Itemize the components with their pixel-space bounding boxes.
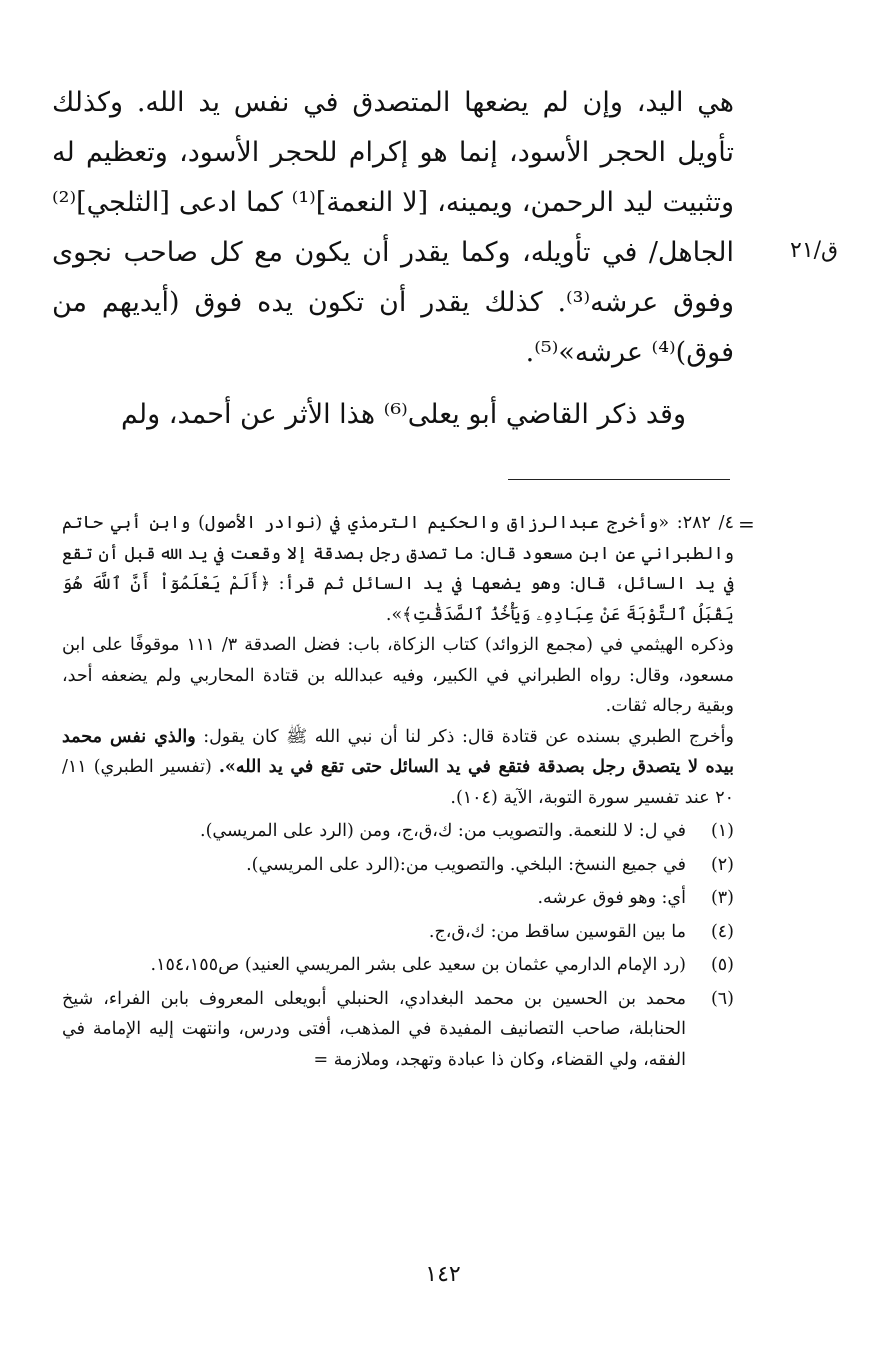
footnote-text: في ل: لا للنعمة. والتصويب من: ك،ق،ج، ومن (الرد على المريسي). [200, 821, 686, 841]
footnote-item [62, 984, 734, 1076]
footnote-text: محمد بن الحسين بن محمد البغدادي، الحنبلي أبويعلى المعروف بابن الفراء، شيخ الحنابلة، صاحب التصانيف المفيدة في المذهب، أفتى ودرس، وانتهت إليه الإمامة في الفقه، ولي القضاء، وكان ذا عبادة وتهجد، وملازمة = [62, 988, 686, 1070]
footnote-text: (رد الإمام الدارمي عثمان بن سعيد على بشر المريسي العنيد) ص١٥٤،١٥٥. [150, 955, 686, 975]
footnote-text: في جميع النسخ: البلخي. والتصويب من:(الرد على المريسي). [246, 854, 686, 875]
hadith-text: والذي نفس محمد بيده لا يتصدق رجل بصدقة فتقع في يد السائل حتى تقع في يد الله». [62, 726, 734, 777]
footnote-number: (٦) [710, 988, 734, 1009]
footnote-continued-text [62, 722, 734, 814]
footnote-text: (تفسير الطبري) ١١/ ٢٠ عند تفسير سورة التوبة، الآية (١٠٤). [62, 757, 734, 808]
continuation-mark: = [738, 512, 755, 536]
footnote-item [62, 883, 734, 914]
footnote-number: (٢) [710, 854, 734, 875]
main-paragraph: هي اليد، وإن لم يضعها المتصدق في نفس يد الله. وكذلك تأويل الحجر الأسود، إنما هو إكرام للحجر الأسود، وتعظيم له وتثبيت ليد الرحمن، ويمينه، [لا النعمة]⁽¹⁾ كما ادعى [الثلجي]⁽²⁾ الجاهل/ في تأويله، وكما يقدر أن يكون مع كل صاحب نجوى وفوق عرشه⁽³⁾. كذلك يقدر أن تكون يده فوق (أيديهم من فوق)⁽⁴⁾ عرشه»⁽⁵⁾. [52, 87, 735, 368]
footnotes-section [62, 508, 734, 1075]
footnote-item [62, 950, 734, 981]
footnote-separator [508, 479, 730, 480]
manuscript-folio-marker: ق/٢١ [790, 238, 839, 263]
footnote-continued-text: ٤/ ٢٨٢: «وأخرج عبدالرزاق والحكيم الترمذي في (نوادر الأصول) وابن أبي حاتم والطبراني عن ابن مسعود قال: ما تصدق رجل بصدقة إلا وقعت في يد الله قبل أن تقع في يد السائل، قال: وهو يضعها في يد السائل ثم قرأ: ﴿أَلَمْ يَعْلَمُوٓاْ أَنَّ ٱللَّهَ هُوَ يَقْبَلُ ٱلتَّوْبَةَ عَنْ عِبَادِهِۦ وَيَأْخُذُ ٱلصَّدَقَٰتِ﴾». [62, 513, 734, 625]
footnote-number: (٥) [710, 955, 734, 975]
footnote-item [62, 850, 734, 881]
footnote-text: ما بين القوسين ساقط من: ك،ق،ج. [428, 921, 686, 942]
footnote-continued-text: وذكره الهيثمي في (مجمع الزوائد) كتاب الزكاة، باب: فضل الصدقة ٣/ ١١١ موقوفًا على ابن مسعود، وقال: رواه الطبراني في الكبير، وفيه عبدالله بن قتادة المحاربي ولم يضعفه أحد، وبقية رجاله ثقات. [62, 635, 734, 716]
footnote-item [62, 917, 734, 948]
footnote-text: أي: وهو فوق عرشه. [537, 888, 686, 908]
footnote-text: وأخرج الطبري بسنده عن قتادة قال: ذكر لنا أن نبي الله ﷺ كان يقول: [203, 726, 734, 747]
footnote-number: (١) [710, 821, 734, 841]
main-paragraph: وقد ذكر القاضي أبو يعلى⁽⁶⁾ هذا الأثر عن أحمد، ولم [120, 399, 686, 430]
footnote-number: (٣) [710, 888, 734, 908]
main-text [52, 78, 734, 440]
page-number: ١٤٢ [425, 1262, 461, 1287]
footnote-item [62, 816, 734, 847]
footnote-number: (٤) [710, 921, 734, 942]
